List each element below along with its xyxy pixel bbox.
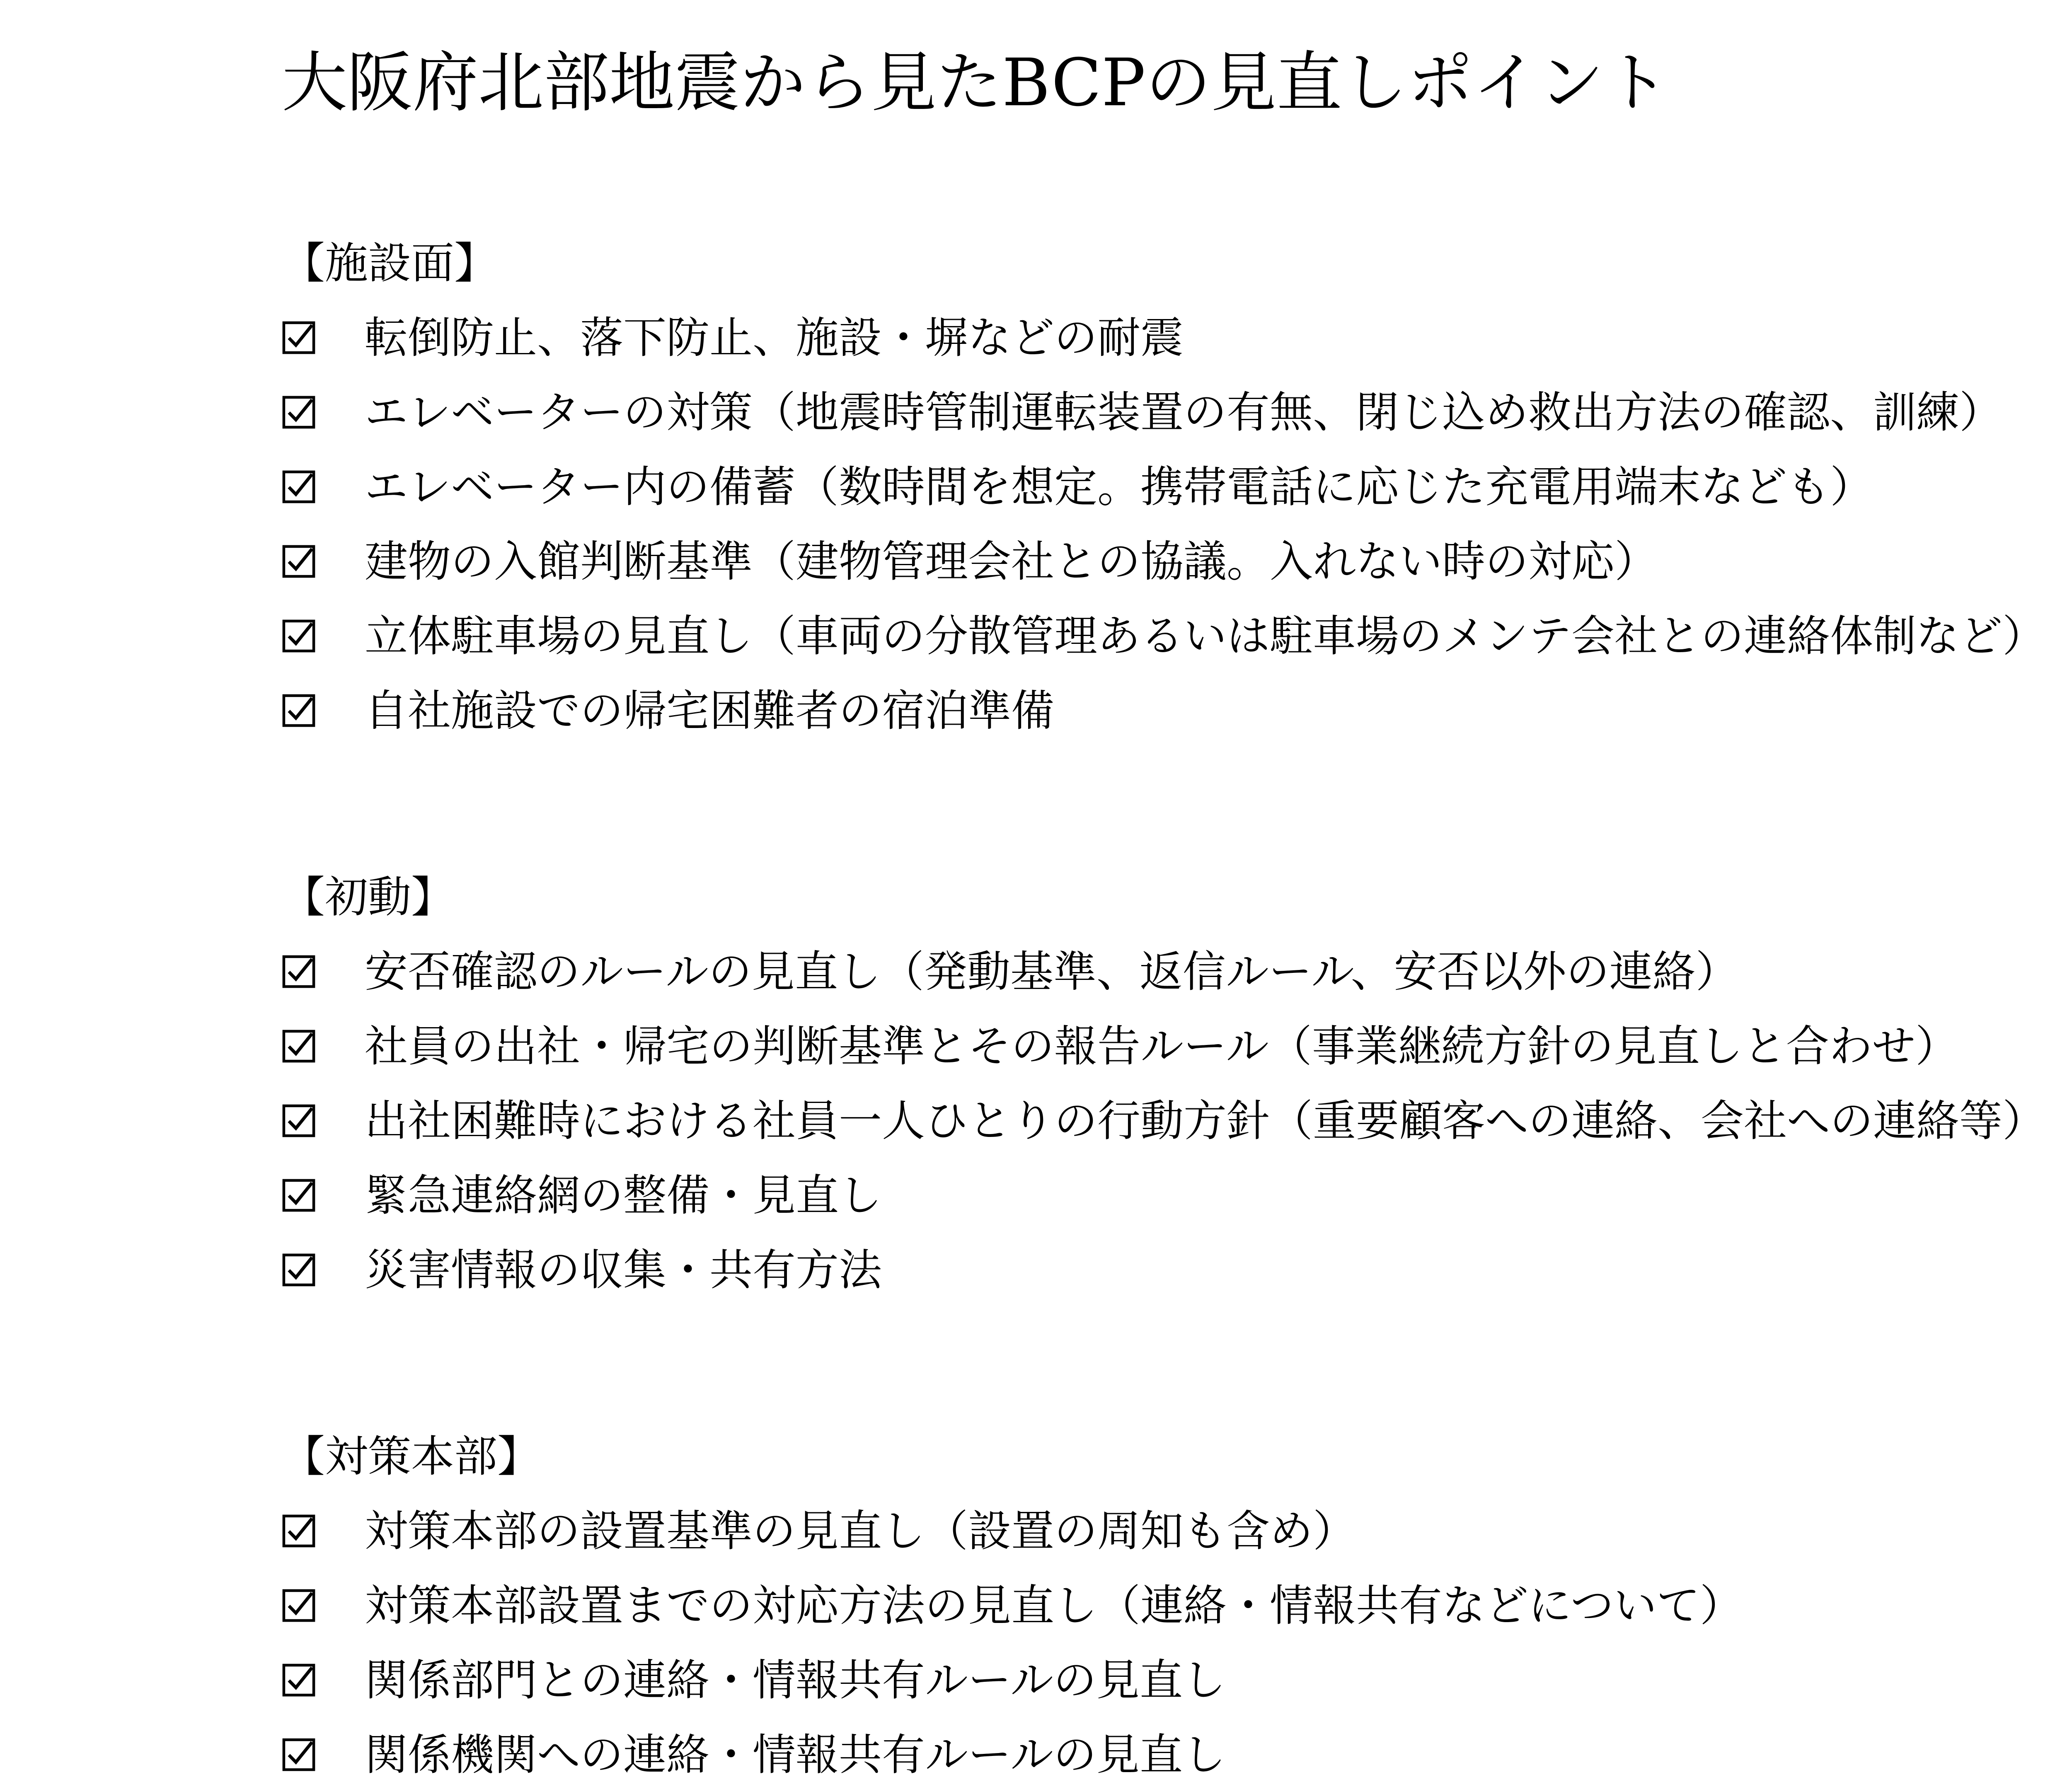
list-item [282,1494,2072,1568]
checked-box-icon [282,619,365,653]
list-item [282,1009,2072,1083]
list-item [282,1568,2072,1643]
checked-box-icon [282,1253,365,1287]
checked-box-icon [282,1514,365,1548]
list-item-text: 関係機関への連絡・情報共有ルールの見直し [365,1729,1226,1780]
checked-box-icon [282,1663,365,1697]
checked-box-icon [282,395,365,429]
section-response-hq [282,1419,2072,1792]
list-item-text: エレベーター内の備蓄（数時間を想定。携帯電話に応じた充電用端末なども） [365,462,1874,512]
checked-box-icon [282,1589,365,1623]
list-item [282,375,2072,450]
list-item [282,934,2072,1009]
list-item [282,450,2072,524]
checked-box-icon [282,694,365,728]
checked-box-icon [282,470,365,504]
section-heading: 【初動】 [282,872,455,922]
checked-box-icon [282,1738,365,1772]
list-item-text: 緊急連絡網の整備・見直し [365,1170,882,1221]
list-item-text: 建物の入館判断基準（建物管理会社との協議。入れない時の対応） [365,536,1658,587]
list-item [282,1233,2072,1307]
list-item-text: 関係部門との連絡・情報共有ルールの見直し [365,1655,1226,1705]
section-initial-response [282,860,2072,1307]
checked-box-icon [282,544,365,578]
page-title: 大阪府北部地震から見たBCPの見直しポイント [282,45,1670,121]
list-item-text: 出社困難時における社員一人ひとりの行動方針（重要顧客への連絡、会社への連絡等） [365,1096,2046,1146]
list-item-text: 社員の出社・帰宅の判断基準とその報告ルール（事業継続方針の見直しと合わせ） [365,1021,1958,1071]
list-item [282,1643,2072,1717]
list-item-text: 安否確認のルールの見直し（発動基準、返信ルール、安否以外の連絡） [365,946,1739,997]
list-item-text: 対策本部設置までの対応方法の見直し（連絡・情報共有などについて） [365,1580,1743,1631]
section-heading: 【施設面】 [282,238,498,288]
list-item-text: 立体駐車場の見直し（車両の分散管理あるいは駐車場のメンテ会社との連絡体制など） [365,611,2046,661]
list-item-text: 転倒防止、落下防止、施設・塀などの耐震 [365,312,1184,363]
document [282,39,2072,1792]
checked-box-icon [282,1178,365,1212]
list-item [282,1083,2072,1158]
list-item-text: 自社施設での帰宅困難者の宿泊準備 [365,685,1055,736]
list-item [282,1717,2072,1792]
list-item [282,524,2072,599]
checked-box-icon [282,1104,365,1138]
checked-box-icon [282,1029,365,1063]
list-item [282,599,2072,673]
list-item [282,673,2072,748]
list-item-text: 対策本部の設置基準の見直し（設置の周知も含め） [365,1506,1356,1556]
list-item-text: エレベーターの対策（地震時管制運転装置の有無、閉じ込め救出方法の確認、訓練） [365,387,2003,438]
list-item [282,300,2072,375]
list-item [282,1158,2072,1233]
checked-box-icon [282,321,365,355]
section-facilities [282,226,2072,748]
section-heading: 【対策本部】 [282,1431,541,1482]
checked-box-icon [282,955,365,989]
list-item-text: 災害情報の収集・共有方法 [365,1245,882,1295]
